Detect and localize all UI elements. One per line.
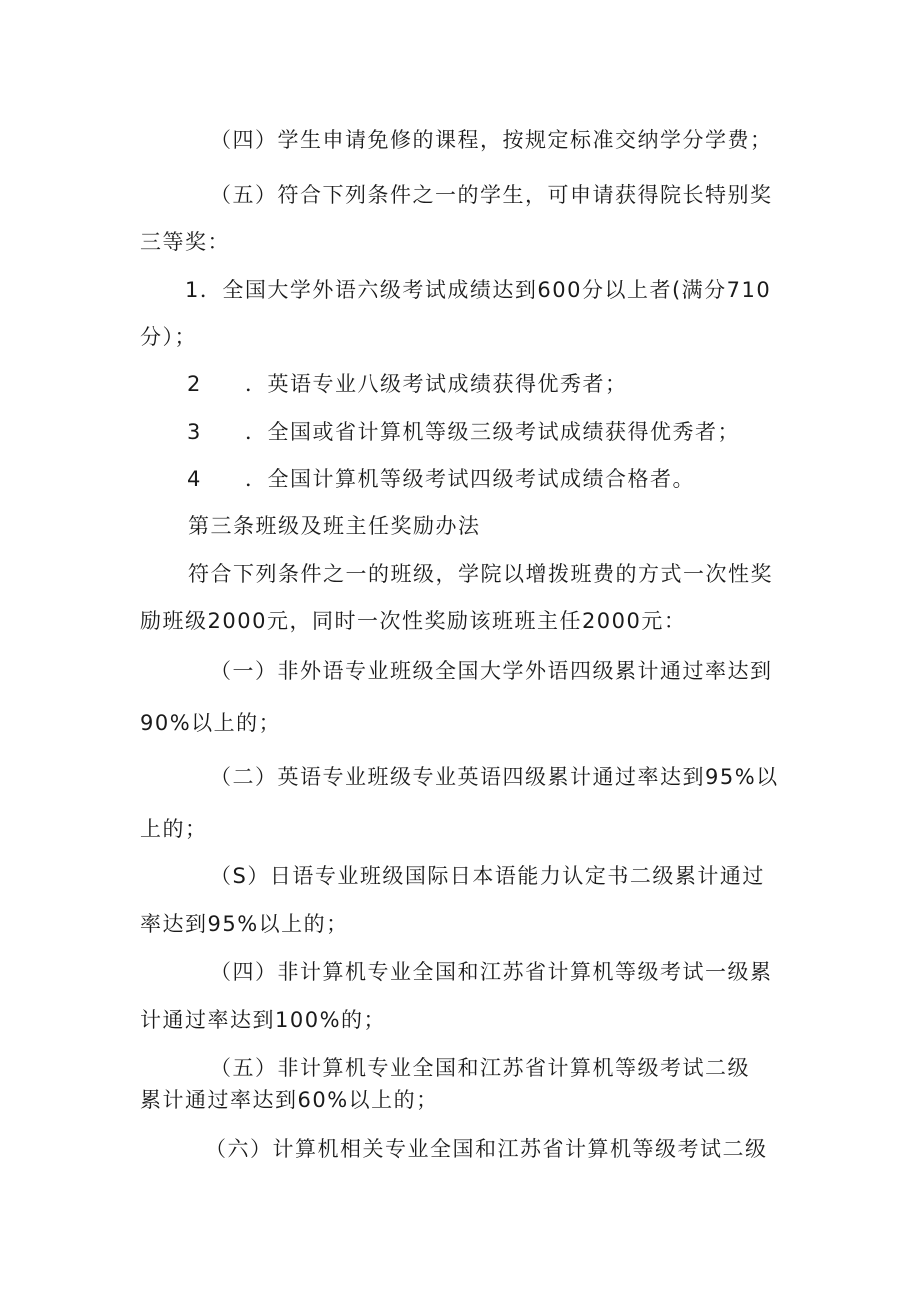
class-item-5-line1: （五）非计算机专业全国和江苏省计算机等级考试二级 [210, 1056, 750, 1080]
article-3-intro-line1: 符合下列条件之一的班级，学院以增拨班费的方式一次性奖 [188, 562, 773, 586]
fee-item-5-line2: 三等奖： [140, 230, 230, 254]
class-item-5-line2: 累计通过率达到60%以上的； [140, 1088, 439, 1112]
class-item-4-line2: 计通过率达到100%的； [140, 1008, 387, 1032]
condition-2-number: 2 [187, 372, 201, 396]
class-item-6-line1: （六）计算机相关专业全国和江苏省计算机等级考试二级 [205, 1137, 768, 1161]
condition-1-line2: 分）； [140, 325, 197, 349]
article-3-heading: 第三条班级及班主任奖励办法 [188, 514, 481, 538]
condition-1-line1: 1．全国大学外语六级考试成绩达到600分以上者(满分710 [185, 278, 772, 302]
class-item-3-line2: 率达到95%以上的； [140, 912, 349, 936]
fee-item-4: （四）学生申请免修的课程，按规定标准交纳学分学费； [210, 128, 773, 152]
condition-4-text: ．全国计算机等级考试四级考试成绩合格者。 [245, 467, 695, 491]
condition-3-number: 3 [187, 420, 201, 444]
class-item-2-line2: 上的； [140, 817, 208, 841]
article-3-intro-line2: 励班级2000元，同时一次性奖励该班班主任2000元： [140, 609, 687, 633]
condition-3-text: ．全国或省计算机等级三级考试成绩获得优秀者； [245, 420, 740, 444]
condition-2-text: ．英语专业八级考试成绩获得优秀者； [245, 372, 628, 396]
class-item-1-line2: 90%以上的； [140, 711, 282, 735]
class-item-2-line1: （二）英语专业班级专业英语四级累计通过率达到95%以 [210, 765, 779, 789]
fee-item-5-line1: （五）符合下列条件之一的学生，可申请获得院长特别奖 [210, 183, 773, 207]
class-item-4-line1: （四）非计算机专业全国和江苏省计算机等级考试一级累 [210, 960, 773, 984]
class-item-3-line1: （S）日语专业班级国际日本语能力认定书二级累计通过 [210, 864, 765, 888]
class-item-1-line1: （一）非外语专业班级全国大学外语四级累计通过率达到 [210, 659, 773, 683]
condition-4-number: 4 [187, 467, 201, 491]
